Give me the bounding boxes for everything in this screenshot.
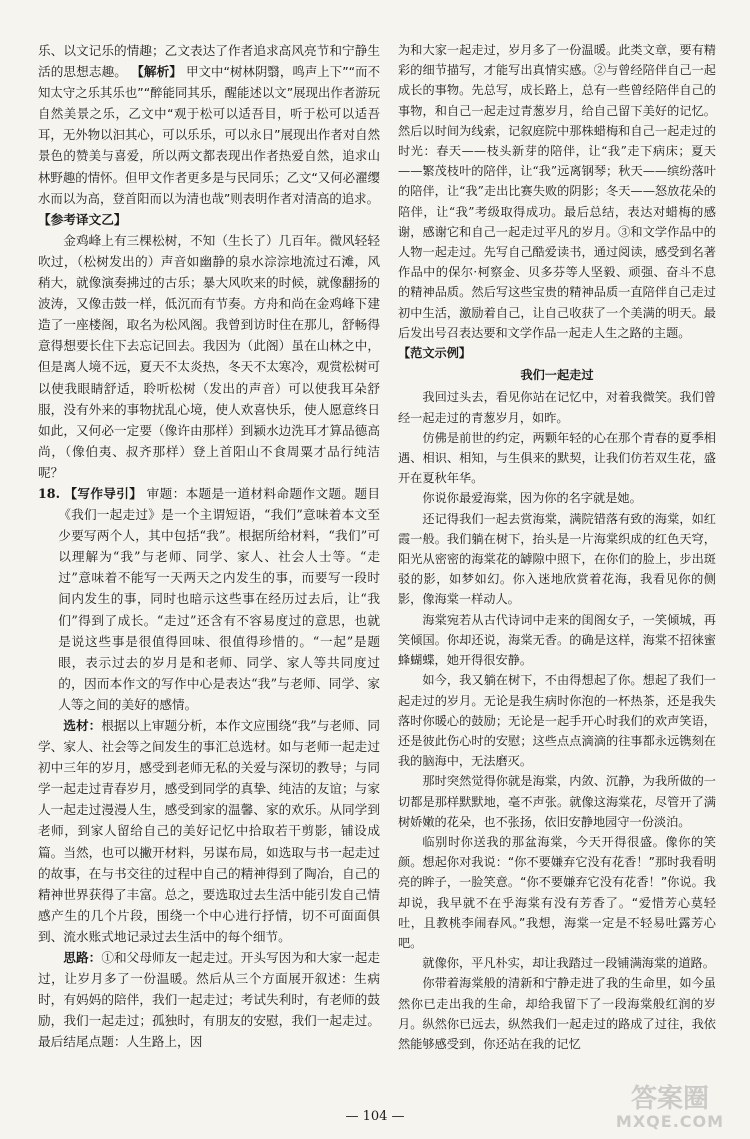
left-column [38, 40, 380, 1053]
essay-paragraph: 临别时你送我的那盆海棠，今天开得很盛。像你的笑颜。想起你对我说：“你不要嫌弃它没有花香！”那时我看明亮的眸子，一脸笑意。“你不要嫌弃它没有花香！”你说。我却说，我早就不在乎海棠有没有芳香了。“爱惜芳心莫轻吐，且教桃李闹春风。”我想，海棠一定是不轻易吐露芳心吧。 [398, 834, 716, 950]
writing-guide-text: 审题：本题是一道材料命题作文题。题目《我们一起走过》是一个主谓短语，“我们”意味着本文至少要写两个人，其中包括“我”。根据所给材料，“我们”可以理解为“我”与老师、同学、家人、社会人士等。“走过”意味着不能写一天两天之内发生的事，而要写一段时间内发生的事，同时也暗示这些事在经历过去后，让“我们”得到了成长。“走过”还含有不容易度过的意思，也就是说这些事是很值得回味、很值得珍惜的。“一起”是题眼，表示过去的岁月是和老师、同学、家人等共同度过的，因而本作文的写作中心是表达“我”与老师、同学、家人等之间的美好的感情。 [58, 485, 380, 712]
writing-guide-label: 【写作导引】 [64, 485, 143, 501]
question-number: 18. [38, 485, 60, 501]
silu-label: 思路： [63, 950, 102, 966]
essay-paragraph: 那时突然觉得你就是海棠，内敛、沉静，为我所做的一切都是那样默默地，毫不声张。就像这海棠花，尽管开了满树娇嫩的花朵，也不张扬，依旧安静地园守一份淡泊。 [398, 774, 716, 829]
essay-paragraph: 海棠宛若从古代诗词中走来的闺阁女子，一笑倾城，再笑倾国。你却还说，海棠无香。的确是这样，海棠不招徕蜜蜂蝴蝶，她开得很安静。 [398, 612, 716, 668]
essay-paragraph: 如今，我又躺在树下，不由得想起了你。想起了我们一起走过的岁月。无论是我生病时你泡的一杯热茶，还是我失落时你暖心的鼓励；无论是一起手开心时我们的欢声笑语，还是彼此伤心时的安慰；这些点点滴滴的往事都永远镌刻在我的脑海中，无法磨灭。 [398, 673, 716, 769]
essay-title: 我们一起走过 [520, 368, 594, 383]
essay-paragraph: 你说你最爱海棠，因为你的名字就是她。 [422, 491, 642, 506]
essay-paragraph: 就像你，平凡朴实，却让我踏过一段铺满海棠的道路。 [422, 956, 715, 971]
essay-paragraph: 你带着海棠般的清新和宁静走进了我的生命里，如今虽然你已走出我的生命，却给我留下了一段海棠般红润的岁月。纵然你已远去，纵然我们一起走过的路成了过往，我依然能够感受到，你还站在我的记忆 [398, 976, 716, 1051]
top-paragraph-text: 乐、以文记乐的情趣；乙文表达了作者追求高风亮节和宁静生活的思想志趣。 [38, 43, 380, 80]
fanwen-label: 【范文示例】 [398, 346, 472, 361]
watermark-line1: 答案圈 [630, 1084, 709, 1114]
page-number-value: 104 [362, 1109, 388, 1124]
essay-paragraph: 我回过头去，看见你站在记忆中，对着我微笑。我们曾经一起走过的青葱岁月，如昨。 [398, 390, 716, 425]
jiexi-text: 甲文中“树林阴翳，鸣声上下”“而不知太守之乐其乐也”“醉能同其乐，醒能述以文”展现出作者游玩自然美景之乐，乙文中“观于松可以适吾目，听于松可以适吾耳，无外物以汩其心，可以乐乐，可以永日”展现出作者对自然景色的赞美与喜爱，所以两文都表现出作者热爱自然，追求山林野趣的情怀。但甲文作者更多是与民同乐；乙文“又何必濯缨水而以为高，登首阳而以为清也哉”则表明作者对清高的追求。 [38, 64, 380, 206]
silu-text: ①和父母师友一起走过。开头写因为和大家一起走过，让岁月多了一份温暖。然后从三个方面展开叙述：生病时，有妈妈的陪伴，我们一起走过；考试失利时，有老师的鼓励，我们一起走过；孤独时，有朋友的安慰，我们一起走过。最后结尾点题：人生路上，因 [38, 950, 380, 1050]
silu-continued: 为和大家一起走过，岁月多了一份温暖。此类文章，要有精彩的细节描写，才能写出真情实感。②与曾经陪伴自己一起成长的事物。先总写，成长路上，总有一些曾经陪伴自己的事物，和自己一起走过青葱岁月，给自己留下美好的记忆。然后以时间为线索，记叙庭院中那株蜡梅和自己一起走过的时光：春天——枝头新芽的陪伴，让“我”走下病床；夏天——繁茂枝叶的陪伴，让“我”远离钢琴；秋天——缤纷落叶的陪伴，让“我”走出比赛失败的阴影；冬天——怒放花朵的陪伴，让“我”考级取得成功。最后总结，表达对蜡梅的感谢，感谢它和自己一起走过平凡的岁月。③和文学作品中的人物一起走过。先写自己酷爱读书，通过阅读，感受到名著作品中的保尔·柯察金、贝多芬等人坚毅、顽强、奋斗不息的精神品质。然后写这些宝贵的精神品质一直陪伴自己走过初中生活，激励着自己，让自己收获了一个美满的明天。最后发出号召表达要和文学作品一起走人生之路的主题。 [398, 43, 716, 340]
essay-paragraph: 还记得我们一起去赏海棠，满院错落有致的海棠，如红霞一般。我们躺在树下，抬头是一片海棠织成的红色天穹，阳光从密密的海棠花的罅隙中照下，在你们的脸上，步出斑驳的影，如梦如幻。你入迷地欣赏着花海，我看见你的侧影，像海棠一样动人。 [398, 511, 716, 607]
page-number: — 104 — [345, 1109, 405, 1124]
essay-paragraph: 仿佛是前世的约定，两颗年轻的心在那个青春的夏季相遇、相识、相知，与生俱来的默契，让我们仿若双生花，盛开在夏秋年华。 [398, 430, 716, 486]
xuancai-text: 根据以上审题分析，本作文应围绕“我”与老师、同学、家人、社会等之间发生的事汇总选材。如与老师一起走过初中三年的岁月，感受到老师无私的关爱与深切的教导；与同学一起走过青春岁月，感受到同学的真挚、纯洁的友谊；与家人一起走过漫漫人生，感受到家的温馨、家的欢乐。从同学到老师，到家人留给自己的美好记忆中拾取若干剪影，铺设成篇。当然，也可以撇开材料，另谋布局，如选取与书一起走过的故事，在与书交往的过程中自己的精神得到了陶冶，自己的精神世界获得了丰富。总之，要选取过去生活中能引发自己情感产生的几个片段，围绕一个中心进行抒情，切不可面面俱到、流水账式地记录过去生活中的每个细节。 [38, 718, 380, 944]
jiexi-label: 【解析】 [131, 64, 183, 80]
xuancai-label: 选材： [63, 718, 102, 733]
model-essay [398, 387, 716, 1054]
question-18 [38, 483, 380, 715]
cankao-label: 【参考译文乙】 [38, 211, 127, 227]
cankao-text: 金鸡峰上有三棵松树，不知（生长了）几百年。微风轻轻吹过，（松树发出的）声音如幽静的泉水淙淙地流过石滩，风稍大，就像演奏拂过的古乐；暴大风吹来的时候，就像翻扬的波涛，又像击鼓一样，低沉而有节奏。方舟和尚在金鸡峰下建造了一座楼阁，取名为松风阁。我曾到访时住在那儿，舒畅得意得想要长住下去忘记回去。我因为（此阁）虽在山林之中，但是离人境不远，夏天不太炎热，冬天不太寒冷，观赏松树可以使我眼睛舒适，聆听松树（发出的声音）可以使我耳朵舒服，没有外来的事物扰乱心境，使人欢喜快乐，使人愿意终日如此，又何必一定要（像许由那样）到颍水边洗耳才算品德高尚，（像伯夷、叔齐那样）登上首阳山不食周粟才品行纯洁呢？ [38, 232, 380, 480]
xuancai-paragraph [38, 715, 380, 947]
silu-paragraph [38, 947, 380, 1052]
watermark-logo [600, 1085, 740, 1135]
right-column [398, 40, 716, 1054]
left-top-paragraph [38, 40, 380, 209]
watermark-line2: MXQE.COM [615, 1112, 725, 1131]
